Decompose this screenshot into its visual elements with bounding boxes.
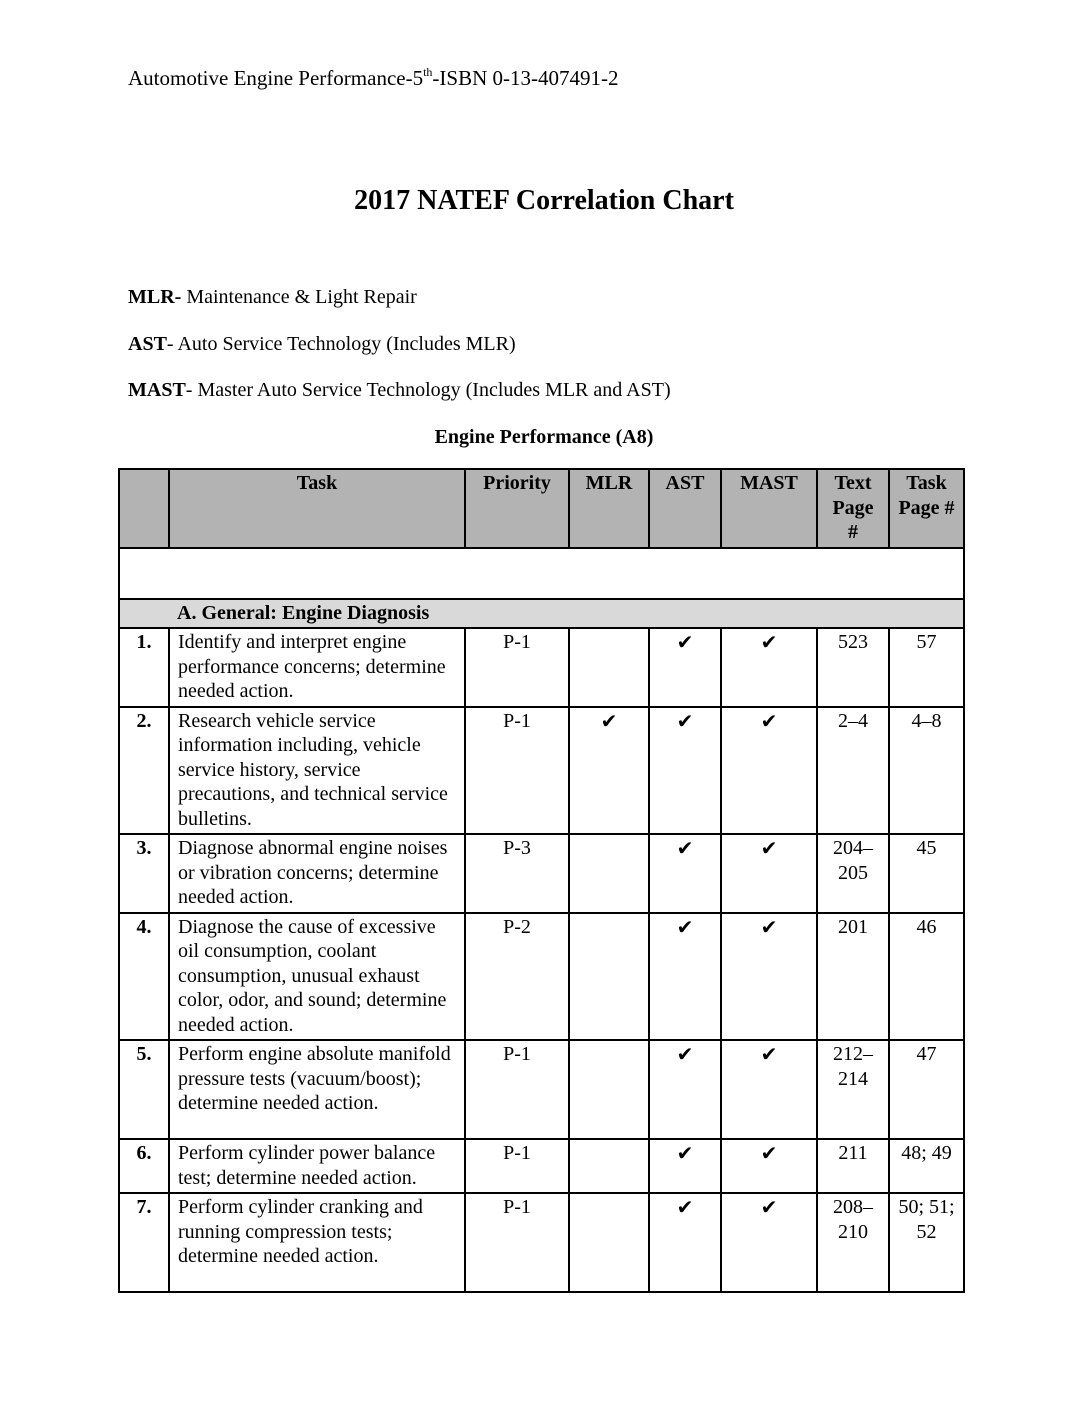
ast-cell: [649, 1139, 721, 1193]
col-header-priority: Priority: [465, 469, 569, 548]
mlr-cell: [569, 913, 649, 1041]
task-description: Diagnose abnormal engine noises or vibration concerns; determine needed action.: [169, 834, 465, 913]
checkmark-icon: ✔: [676, 1195, 694, 1219]
ast-cell: [649, 913, 721, 1041]
priority-cell: P-1: [465, 1139, 569, 1193]
text-page-cell: 204–205: [817, 834, 889, 913]
task-page-cell: 57: [889, 628, 964, 707]
mlr-cell: [569, 834, 649, 913]
table-row: [119, 707, 964, 835]
mlr-cell: [569, 1193, 649, 1292]
ast-cell: [649, 1040, 721, 1139]
legend-text: - Auto Service Technology (Includes MLR): [166, 333, 516, 355]
legend-ast: [128, 333, 516, 356]
mast-cell: [721, 834, 817, 913]
task-page-cell: 46: [889, 913, 964, 1041]
legend-mast: [128, 379, 671, 402]
task-description: Diagnose the cause of excessive oil consumption, coolant consumption, unusual exhaust color, odor, and sound; determine needed action.: [169, 913, 465, 1041]
legend-abbr: MAST: [128, 379, 186, 401]
checkmark-icon: ✔: [676, 630, 694, 654]
page-title: 2017 NATEF Correlation Chart: [354, 185, 734, 216]
task-page-cell: 47: [889, 1040, 964, 1139]
legend-text: - Master Auto Service Technology (Includes MLR and AST): [185, 379, 671, 401]
legend-abbr: AST: [128, 333, 167, 355]
legend-text: Maintenance & Light Repair: [181, 286, 417, 308]
task-page-cell: 4–8: [889, 707, 964, 835]
task-description: Perform engine absolute manifold pressure tests (vacuum/boost); determine needed action.: [169, 1040, 465, 1139]
checkmark-icon: ✔: [760, 1195, 778, 1219]
text-page-cell: 201: [817, 913, 889, 1041]
task-number: 6.: [119, 1139, 169, 1193]
task-number: 2.: [119, 707, 169, 835]
priority-cell: P-1: [465, 628, 569, 707]
priority-cell: P-1: [465, 1040, 569, 1139]
running-header-title: Automotive Engine Performance-5: [128, 66, 424, 90]
priority-cell: P-2: [465, 913, 569, 1041]
task-description: Research vehicle service information including, vehicle service history, service precautions, and technical service bulletins.: [169, 707, 465, 835]
mlr-cell: [569, 1139, 649, 1193]
col-header-text-page: Text Page #: [817, 469, 889, 548]
edition-superscript: th: [423, 65, 433, 79]
col-header-task-page: Task Page #: [889, 469, 964, 548]
checkmark-icon: ✔: [760, 1042, 778, 1066]
table-row: [119, 1040, 964, 1139]
task-number: 3.: [119, 834, 169, 913]
task-description: Perform cylinder cranking and running compression tests; determine needed action.: [169, 1193, 465, 1292]
task-number: 5.: [119, 1040, 169, 1139]
checkmark-icon: ✔: [676, 1141, 694, 1165]
priority-cell: P-1: [465, 707, 569, 835]
task-description: Perform cylinder power balance test; determine needed action.: [169, 1139, 465, 1193]
priority-cell: P-1: [465, 1193, 569, 1292]
group-row: [119, 599, 964, 629]
ast-cell: [649, 1193, 721, 1292]
text-page-cell: 2–4: [817, 707, 889, 835]
mast-cell: [721, 1040, 817, 1139]
checkmark-icon: ✔: [676, 836, 694, 860]
task-page-cell: 50; 51; 52: [889, 1193, 964, 1292]
col-header-task: Task: [169, 469, 465, 548]
col-header-ast: AST: [649, 469, 721, 548]
mast-cell: [721, 1193, 817, 1292]
table-row: [119, 1139, 964, 1193]
mast-cell: [721, 707, 817, 835]
task-description: Identify and interpret engine performance concerns; determine needed action.: [169, 628, 465, 707]
mast-cell: [721, 913, 817, 1041]
text-page-cell: 523: [817, 628, 889, 707]
task-number: 1.: [119, 628, 169, 707]
mast-cell: [721, 628, 817, 707]
table-row: [119, 913, 964, 1041]
col-header-number: [119, 469, 169, 548]
ast-cell: [649, 628, 721, 707]
checkmark-icon: ✔: [760, 630, 778, 654]
table-row: [119, 628, 964, 707]
checkmark-icon: ✔: [760, 836, 778, 860]
section-title: Engine Performance (A8): [434, 426, 654, 448]
mlr-cell: [569, 1040, 649, 1139]
mlr-cell: [569, 628, 649, 707]
text-page-cell: 212–214: [817, 1040, 889, 1139]
table-header-row: [119, 469, 964, 548]
mast-cell: [721, 1139, 817, 1193]
checkmark-icon: ✔: [760, 1141, 778, 1165]
group-heading: A. General: Engine Diagnosis: [169, 599, 964, 629]
checkmark-icon: ✔: [676, 1042, 694, 1066]
legend-abbr: MLR-: [128, 286, 182, 308]
priority-cell: P-3: [465, 834, 569, 913]
ast-cell: [649, 707, 721, 835]
text-page-cell: 211: [817, 1139, 889, 1193]
col-header-mlr: MLR: [569, 469, 649, 548]
task-number: 7.: [119, 1193, 169, 1292]
text-page-cell: 208–210: [817, 1193, 889, 1292]
ast-cell: [649, 834, 721, 913]
task-number: 4.: [119, 913, 169, 1041]
blank-row: [119, 548, 964, 599]
task-page-cell: 48; 49: [889, 1139, 964, 1193]
checkmark-icon: ✔: [760, 708, 778, 733]
running-header-isbn: -ISBN 0-13-407491-2: [432, 66, 619, 90]
checkmark-icon: ✔: [760, 914, 778, 939]
legend-mlr: [128, 286, 417, 309]
checkmark-icon: ✔: [676, 708, 694, 733]
blank-cell: [119, 548, 964, 599]
table-row: [119, 1193, 964, 1292]
task-page-cell: 45: [889, 834, 964, 913]
table-row: [119, 834, 964, 913]
checkmark-icon: ✔: [676, 914, 694, 939]
correlation-table: [118, 468, 965, 1293]
checkmark-icon: ✔: [600, 708, 618, 733]
col-header-mast: MAST: [721, 469, 817, 548]
mlr-cell: [569, 707, 649, 835]
running-header: [128, 66, 619, 91]
group-num-cell: [119, 599, 169, 629]
